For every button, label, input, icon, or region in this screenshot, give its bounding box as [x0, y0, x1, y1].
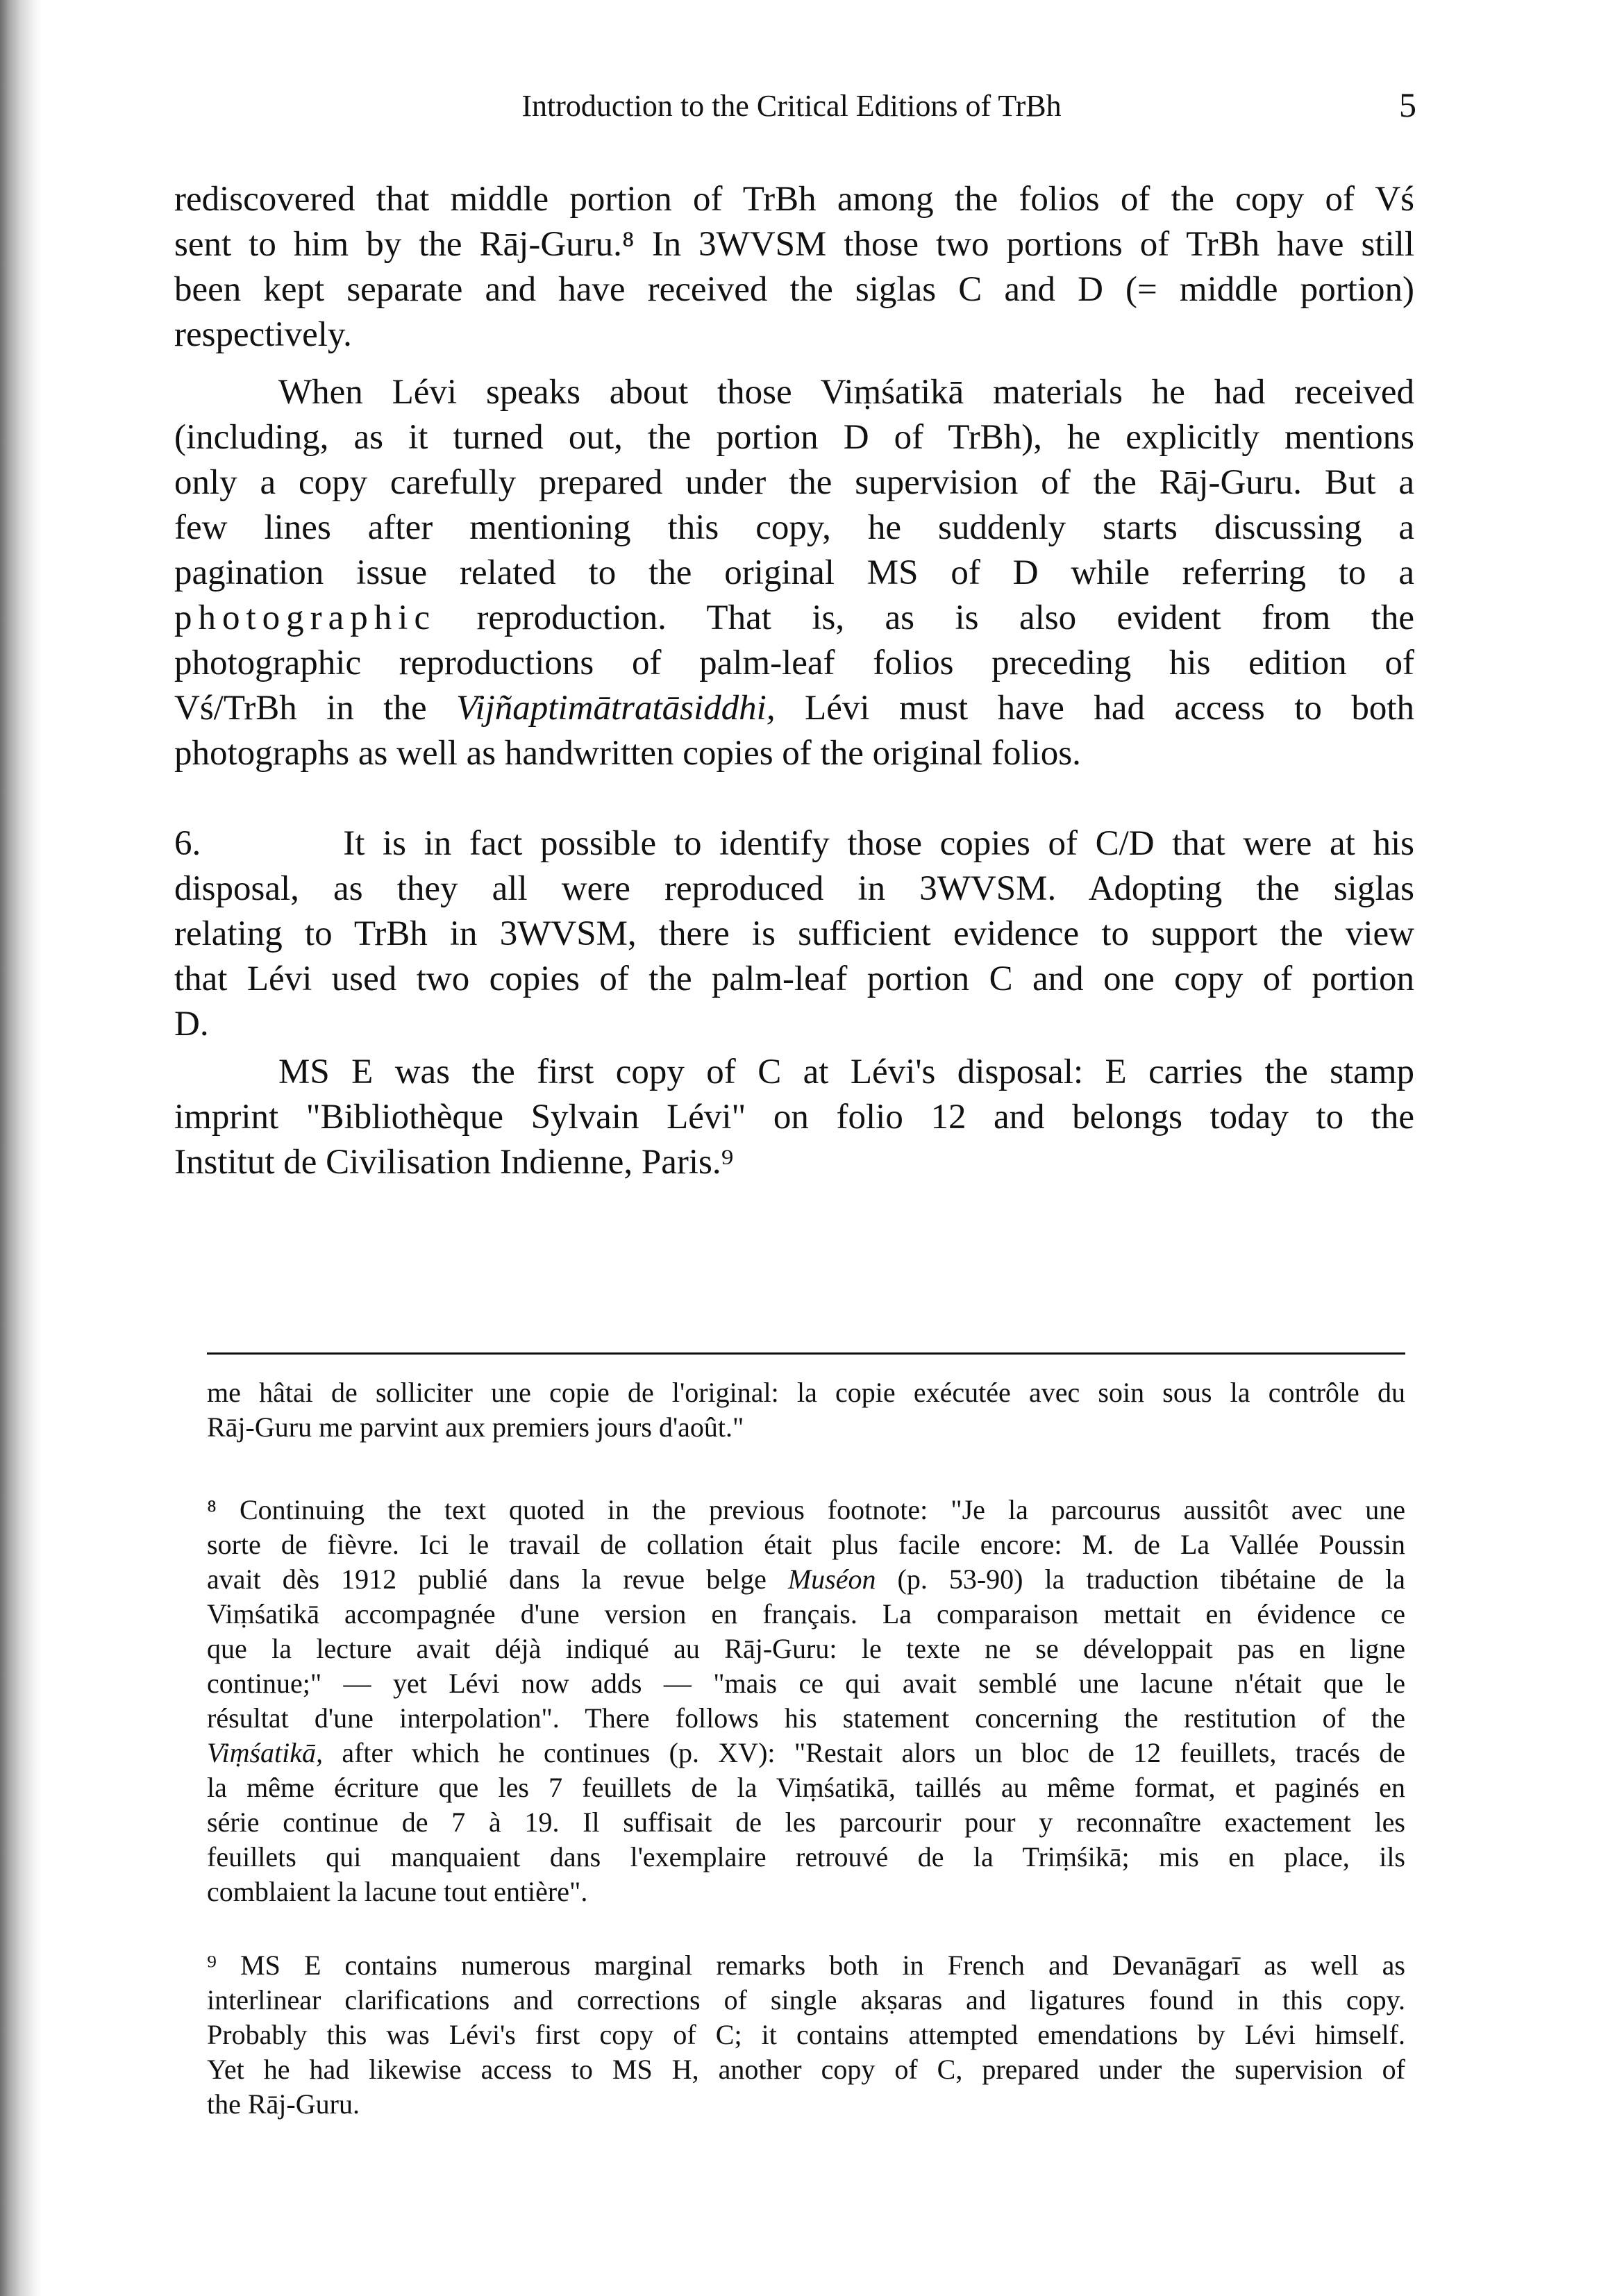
text-line: relating to TrBh in 3WVSM, there is sufficient evidence to support the view [174, 914, 1414, 953]
text-line: photographs as well as handwritten copies of the original folios. [174, 734, 1081, 773]
text-line: only a copy carefully prepared under the supervision of the Rāj-Guru. But a [174, 463, 1414, 502]
text-line: feuillets qui manquaient dans l'exemplaire retrouvé de la Triṃśikā; mis en place, ils [207, 1841, 1405, 1872]
text-line: disposal, as they all were reproduced in 3WVSM. Adopting the siglas [174, 869, 1414, 908]
text-line: me hâtai de solliciter une copie de l'original: la copie exécutée avec soin sous la contrôle du [207, 1377, 1405, 1408]
text-line: comblaient la lacune tout entière". [207, 1876, 588, 1907]
text-segment: reproduction. That is, as is also evident from the [436, 598, 1414, 637]
footnote-9 [207, 1948, 1405, 2122]
text-line [207, 1562, 1405, 1597]
text-line: imprint "Bibliothèque Sylvain Lévi" on folio 12 and belongs today to the [174, 1098, 1414, 1137]
text-line: continue;" — yet Lévi now adds — "mais ce qui avait semblé une lacune n'était que le [207, 1668, 1405, 1699]
text-line: Rāj-Guru me parvint aux premiers jours d'août." [207, 1411, 744, 1443]
text-line: photographic reproductions of palm-leaf folios preceding his edition of [174, 644, 1414, 682]
text-line: D. [174, 1005, 209, 1044]
text-segment: avait dès 1912 publié dans la revue belge [207, 1564, 788, 1595]
text-line: MS E was the first copy of C at Lévi's disposal: E carries the stamp [278, 1053, 1414, 1091]
text-line: rediscovered that middle portion of TrBh among the folios of the copy of Vś [174, 180, 1414, 219]
text-line [174, 596, 1414, 641]
italic-title: Vijñaptimātratāsiddhi, [456, 689, 776, 728]
paragraph-2 [174, 370, 1414, 776]
footnote-continuation [207, 1375, 1405, 1445]
text-segment: photographic [174, 598, 437, 637]
text-line: Institut de Civilisation Indienne, Paris.⁹ [174, 1143, 734, 1182]
text-line: ⁹ MS E contains numerous marginal remarks both in French and Devanāgarī as well as [207, 1950, 1405, 1981]
text-segment: (p. 53-90) la traduction tibétaine de la [876, 1564, 1405, 1595]
text-line: résultat d'une interpolation". There follows his statement concerning the restitution of the [207, 1702, 1405, 1734]
text-line: série continue de 7 à 19. Il suffisait de les parcourir pour y reconnaître exactement les [207, 1807, 1405, 1838]
paragraph-1 [174, 177, 1414, 358]
text-line: que la lecture avait déjà indiqué au Rāj-Guru: le texte ne se développait pas en ligne [207, 1633, 1405, 1664]
text-line [174, 686, 1414, 731]
text-segment: Lévi must have had access to both [775, 689, 1414, 728]
footnote-rule [207, 1352, 1405, 1355]
text-line: 6. It is in fact possible to identify those copies of C/D that were at his [174, 824, 1414, 863]
text-line: pagination issue related to the original MS of D while referring to a [174, 553, 1414, 592]
text-line: interlinear clarifications and corrections of single akṣaras and ligatures found in this copy. [207, 1984, 1405, 2016]
paragraph-4 [174, 1050, 1414, 1185]
text-line: Probably this was Lévi's first copy of C; it contains attempted emendations by Lévi himself. [207, 2019, 1405, 2050]
text-line: (including, as it turned out, the portion D of TrBh), he explicitly mentions [174, 418, 1414, 457]
text-line: been kept separate and have received the siglas C and D (= middle portion) [174, 270, 1414, 309]
text-line: respectively. [174, 315, 352, 354]
text-line [207, 1736, 1405, 1770]
italic-title: Viṃśatikā, [207, 1737, 324, 1768]
page-number: 5 [1399, 85, 1416, 124]
text-line: few lines after mentioning this copy, he suddenly starts discussing a [174, 508, 1414, 547]
text-segment: Vś/TrBh in the [174, 689, 457, 728]
running-head: Introduction to the Critical Editions of TrBh [521, 89, 1062, 123]
footnote-8 [207, 1493, 1405, 1909]
text-line: Yet he had likewise access to MS H, another copy of C, prepared under the supervision of [207, 2054, 1405, 2085]
scan-edge-shadow [0, 0, 42, 2296]
text-line: Viṃśatikā accompagnée d'une version en français. La comparaison mettait en évidence ce [207, 1598, 1405, 1629]
text-line: When Lévi speaks about those Viṃśatikā materials he had received [278, 373, 1414, 412]
italic-title: Muséon [787, 1564, 876, 1595]
text-line: la même écriture que les 7 feuillets de la Viṃśatikā, taillés au même format, et paginés en [207, 1772, 1405, 1803]
text-line: ⁸ Continuing the text quoted in the previous footnote: "Je la parcourus aussitôt avec une [207, 1494, 1405, 1525]
text-line: that Lévi used two copies of the palm-leaf portion C and one copy of portion [174, 960, 1414, 998]
text-segment: after which he continues (p. XV): "Restait alors un bloc de 12 feuillets, tracés de [323, 1737, 1405, 1768]
paragraph-3-section-6 [174, 821, 1414, 1047]
text-line: sent to him by the Rāj-Guru.⁸ In 3WVSM those two portions of TrBh have still [174, 225, 1414, 264]
text-line: sorte de fièvre. Ici le travail de collation était plus facile encore: M. de La Vallée Poussin [207, 1529, 1405, 1560]
text-line: the Rāj-Guru. [207, 2088, 360, 2120]
